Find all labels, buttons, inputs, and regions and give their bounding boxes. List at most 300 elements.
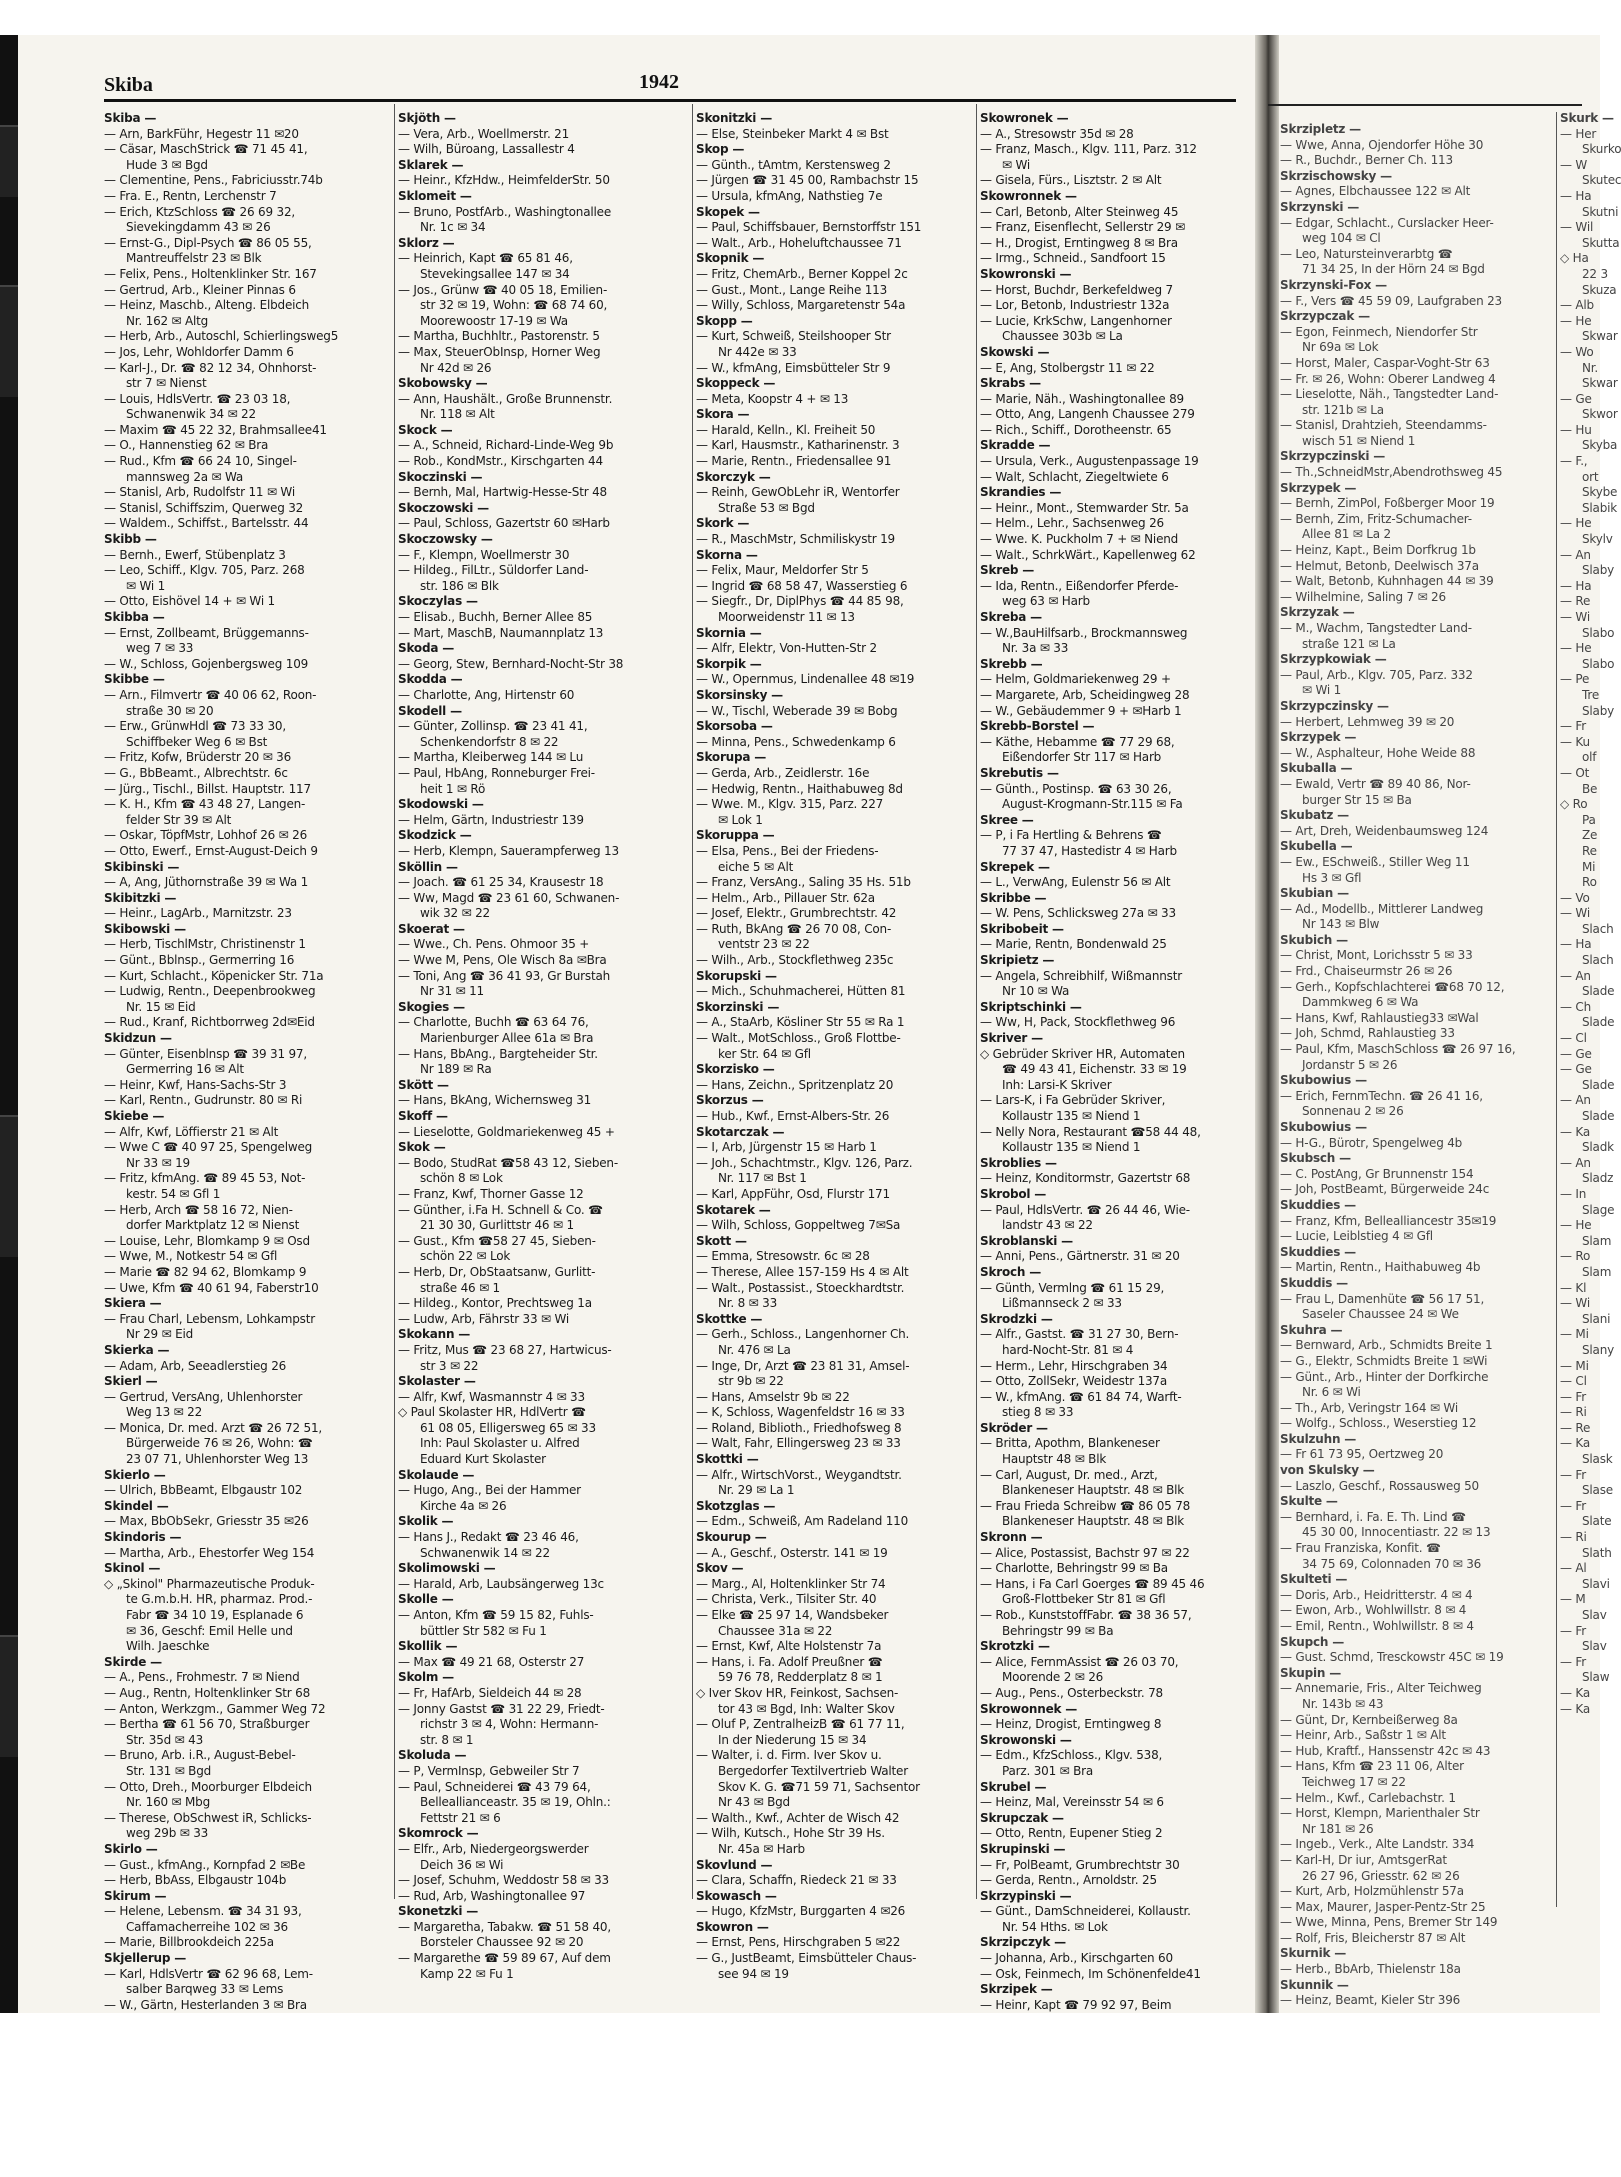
directory-entry-line: — Arn., Filmvertr ☎ 40 06 62, Roon- (104, 687, 317, 702)
directory-entry-line: — Marg., Al, Holtenklinker Str 74 (696, 1576, 886, 1591)
directory-entry-line: Nr. 1c ✉ 34 (420, 220, 486, 235)
directory-entry-line: — Britta, Apothm, Blankeneser (980, 1436, 1160, 1451)
directory-entry-line: Skrupinski — (980, 1841, 1066, 1856)
directory-entry-line: — A., StaArb, Kösliner Str 55 ✉ Ra 1 (696, 1015, 905, 1030)
directory-entry-line: Skrzypczinski — (1280, 449, 1386, 464)
directory-entry-line: — Christa, Verk., Tilsiter Str. 40 (696, 1592, 877, 1607)
directory-entry-line: — Heinz, Beamt, Kieler Str 396 (1280, 1993, 1461, 2008)
directory-entry-line: — Anton, Werkzgm., Gammer Weg 72 (104, 1701, 326, 1716)
directory-entry-line: Nr 31 ✉ 11 (420, 984, 484, 999)
directory-entry-line: — Ka (1560, 1124, 1591, 1139)
directory-entry-line: — Mi (1560, 1358, 1589, 1373)
directory-entry-line: Skornia — (696, 625, 762, 640)
directory-entry-line: Skjöth — (398, 111, 456, 125)
directory-entry-line: ◇ Gebrüder Skriver HR, Automaten (980, 1046, 1185, 1061)
directory-entry-line: — Ulrich, BbBeamt, Elbgaustr 102 (104, 1483, 303, 1498)
directory-entry-line: — Wilh, Schloss, Goppeltweg 7✉Sa (696, 1218, 901, 1233)
directory-entry-line: Sklarek — (398, 157, 464, 172)
directory-entry-line: — Charlotte, Ang, Hirtenstr 60 (398, 687, 575, 702)
directory-entry-line: — An (1560, 1093, 1591, 1108)
directory-entry-line: Skomrock — (398, 1826, 479, 1841)
directory-entry-line: — Marie, Billbrookdeich 225a (104, 1935, 274, 1950)
directory-entry-line: Skradde — (980, 438, 1051, 453)
directory-entry-line: — Joach. ☎ 61 25 34, Krausestr 18 (398, 875, 604, 890)
directory-entry-line: str 7 ✉ Nienst (126, 376, 207, 391)
directory-entry-line: — Herbert, Lehmweg 39 ✉ 20 (1280, 714, 1455, 729)
directory-entry-line: Skwor (1582, 407, 1618, 422)
directory-entry-line: — Alfr, Kwf, Löffierstr 21 ✉ Alt (104, 1124, 279, 1139)
directory-entry-line: — Karl, Rentn., Gudrunstr. 80 ✉ Ri (104, 1093, 303, 1108)
directory-entry-line: — Anton, Kfm ☎ 59 15 82, Fuhls- (398, 1608, 594, 1622)
directory-entry-line: Ro (1582, 875, 1597, 890)
directory-entry-line: Skodell — (398, 703, 462, 718)
directory-entry-line: te G.m.b.H. HR, pharmaz. Prod.- (126, 1592, 313, 1607)
directory-entry-line: — Gerda, Arb., Zeidlerstr. 16e (696, 765, 870, 780)
directory-entry-line: — Heinr., Mont., Stemwarder Str. 5a (980, 500, 1189, 515)
directory-entry-line: 34 75 69, Colonnaden 70 ✉ 36 (1302, 1556, 1482, 1571)
directory-entry-line: — Walt, Schlacht, Ziegeltwiete 6 (980, 469, 1169, 484)
directory-entry-line: Slani (1582, 1311, 1611, 1326)
directory-entry-line: Skork — (696, 516, 750, 531)
directory-entry-line: Slade (1582, 1015, 1615, 1030)
directory-entry-line: — Hans, Amselstr 9b ✉ 22 (696, 1389, 850, 1404)
directory-entry-line: Skrzypkowiak — (1280, 652, 1387, 667)
directory-entry-line: — Mich., Schuhmacherei, Hütten 81 (696, 984, 906, 999)
directory-entry-line: Skopek — (696, 204, 760, 219)
directory-entry-line: — R., MaschMstr, Schmiliskystr 19 (696, 532, 895, 547)
directory-entry-line: Skorsoba — (696, 719, 773, 734)
directory-entry-line: Skoczinski — (398, 469, 483, 484)
directory-entry-line: ◇ „Skinol" Pharmazeutische Produk- (104, 1576, 315, 1591)
directory-entry-line: — Max ☎ 49 21 68, Osterstr 27 (398, 1654, 585, 1669)
directory-entry-line: — Karl-J., Dr. ☎ 82 12 34, Ohnhorst- (104, 360, 317, 375)
directory-entry-line: Slavi (1582, 1576, 1610, 1591)
directory-entry-line: — W., Tischl, Weberade 39 ✉ Bobg (696, 703, 898, 718)
directory-entry-line: Skorupa — (696, 750, 767, 765)
directory-entry-line: Skutni (1582, 204, 1619, 219)
directory-entry-line: Sköllin — (398, 859, 458, 874)
directory-entry-line: straße 46 ✉ 1 (420, 1280, 500, 1295)
directory-entry-line: — Günt, Dr, Kernbeißerweg 8a (1280, 1712, 1458, 1727)
directory-entry-line: Nr 29 ✉ Eid (126, 1327, 194, 1342)
directory-entry-line: heit 1 ✉ Rö (420, 781, 486, 796)
directory-entry-line: Skurnik — (1280, 1946, 1347, 1961)
directory-entry-line: Mantreuffelstr 23 ✉ Blk (126, 251, 262, 266)
directory-entry-line: Skubsch — (1280, 1151, 1351, 1166)
directory-entry-line: — Herb, Arb., Autoschl, Schierlingsweg5 (104, 329, 339, 344)
directory-entry-line: — Heinr, Kwf, Hans-Sachs-Str 3 (104, 1077, 287, 1092)
directory-entry-line: Skibinski — (104, 859, 180, 874)
directory-entry-line: Skok — (398, 1140, 446, 1155)
directory-entry-line: — Irmg., Schneid., Sandfoort 15 (980, 251, 1166, 266)
directory-entry-line: — Al (1560, 1561, 1587, 1576)
directory-entry-line: Weg 13 ✉ 22 (126, 1405, 202, 1420)
directory-entry-line: — Margarete, Arb, Scheidingweg 28 (980, 687, 1190, 702)
directory-entry-line: — Max, SteuerObInsp, Horner Weg (398, 344, 601, 359)
directory-entry-line: — Jürg., Tischl., Billst. Hauptstr. 117 (104, 781, 311, 796)
directory-entry-line: Skroch — (980, 1264, 1042, 1279)
directory-entry-line: Belleallianceastr. 35 ✉ 19, Ohln.: (420, 1795, 611, 1810)
directory-entry-line: — Karl, AppFühr, Osd, Flurstr 171 (696, 1186, 890, 1201)
directory-entry-line: — Leo, Schiff., Klgv. 705, Parz. 268 (104, 563, 305, 578)
directory-entry-line: — Karl, Hausmstr., Katharinenstr. 3 (696, 438, 900, 453)
directory-entry-line: — Hildeg., FilLtr., Süldorfer Land- (398, 563, 589, 578)
directory-entry-line: Nr. 54 Hths. ✉ Lok (1002, 1919, 1108, 1934)
directory-entry-line: Skogies — (398, 999, 465, 1014)
directory-entry-line: Skierka — (104, 1342, 170, 1357)
directory-entry-line: — Elsa, Pens., Bei der Friedens- (696, 843, 879, 858)
directory-entry-line: Skiera — (104, 1296, 162, 1311)
directory-entry-line: Skree — (980, 812, 1034, 827)
directory-entry-line: Skrzypek — (1280, 730, 1357, 745)
directory-entry-line: Tre (1582, 687, 1600, 702)
directory-entry-line: — Toni, Ang ☎ 36 41 93, Gr Burstah (398, 968, 611, 983)
directory-entry-line: — Hans, Kfm ☎ 23 11 06, Alter (1280, 1759, 1464, 1774)
book-gutter (1255, 35, 1279, 2013)
directory-entry-line: Skott — (696, 1233, 747, 1248)
page-header (104, 38, 1230, 100)
directory-entry-line: — Helm, Goldmariekenweg 29 + (980, 672, 1171, 687)
directory-entry-line: Nr. 45a ✉ Harb (718, 1841, 805, 1856)
directory-entry-line: Fabr ☎ 34 10 19, Esplanade 6 (126, 1608, 304, 1622)
directory-entry-line: Skrzypinski — (980, 1888, 1072, 1903)
directory-entry-line: — Johanna, Arb., Kirschgarten 60 (980, 1951, 1173, 1966)
directory-entry-line: — Hans, Kwf, Rahlaustieg33 ✉Wal (1280, 1010, 1479, 1025)
directory-entry-line: — Alice, Postassist, Bachstr 97 ✉ 22 (980, 1545, 1190, 1560)
directory-entry-line: — Cäsar, MaschStrick ☎ 71 45 41, (104, 142, 308, 157)
directory-entry-line: 26 27 96, Griesstr. 62 ✉ 26 (1302, 1868, 1460, 1883)
directory-entry-line: — G., Elektr, Schmidts Breite 1 ✉Wi (1280, 1353, 1488, 1368)
directory-entry-line: — Kurt, Schlacht., Köpenicker Str. 71a (104, 968, 324, 983)
directory-entry-line: Sievekingdamm 43 ✉ 26 (126, 220, 271, 235)
directory-entry-line: — Ch (1560, 999, 1591, 1014)
directory-entry-line: Slabo (1582, 625, 1615, 640)
directory-entry-line: — Monica, Dr. med. Arzt ☎ 26 72 51, (104, 1420, 323, 1435)
directory-entry-line: — Bernh., Ewerf, Stübenplatz 3 (104, 547, 286, 562)
directory-entry-line: Skinol — (104, 1561, 161, 1576)
directory-entry-line: Skuddis — (1280, 1275, 1348, 1290)
directory-entry-line: — H-G., Bürotr, Spengelweg 4b (1280, 1135, 1463, 1150)
directory-entry-line: landstr 43 ✉ 22 (1002, 1218, 1093, 1233)
directory-entry-line: — K, Schloss, Wagenfeldstr 16 ✉ 33 (696, 1405, 905, 1420)
directory-entry-line: — Karl-H, Dr iur, AmtsgerRat (1280, 1852, 1447, 1867)
directory-entry-line: — Erw., GrünwHdl ☎ 73 33 30, (104, 719, 286, 734)
directory-entry-line: — G., JustBeamt, Eimsbütteler Chaus- (696, 1951, 917, 1966)
directory-entry-line: Skoda — (398, 641, 455, 656)
directory-entry-line: — Max, BbObSekr, Griesstr 35 ✉26 (104, 1514, 309, 1529)
directory-entry-line: — Heinz, Mal, Vereinsstr 54 ✉ 6 (980, 1795, 1164, 1810)
directory-entry-line: — Kl (1560, 1280, 1587, 1295)
directory-entry-line: Skiebe — (104, 1109, 165, 1123)
directory-entry-line: — Egon, Feinmech, Niendorfer Str (1280, 324, 1478, 339)
directory-entry-line: Skreb — (980, 563, 1035, 578)
directory-entry-line: 23 07 71, Uhlenhorster Weg 13 (126, 1452, 309, 1467)
directory-entry-line: — He (1560, 516, 1592, 531)
directory-entry-line: — Ka (1560, 1685, 1591, 1700)
directory-entry-line: Hude 3 ✉ Bgd (126, 157, 208, 172)
directory-entry-line: — Edm., KfzSchloss., Klgv. 538, (980, 1748, 1163, 1763)
directory-entry-line: — Herb, Arch ☎ 58 16 72, Nien- (104, 1202, 293, 1217)
scan-edge (0, 35, 18, 2013)
directory-entry-line: Skuza (1582, 282, 1617, 297)
directory-entry-line: — Fr (1560, 1467, 1586, 1482)
directory-entry-line: — Heinr., KfzHdw., HeimfelderStr. 50 (398, 173, 610, 188)
directory-column-6 (1560, 111, 1621, 1901)
directory-entry-line: — Willy, Schloss, Margaretenstr 54a (696, 298, 906, 313)
directory-entry-line: — Ka (1560, 1701, 1591, 1716)
directory-entry-line: — Rud., Kranf, Richtborrweg 2d✉Eid (104, 1015, 315, 1030)
directory-entry-line: — Hans, i. Fa. Adolf Preußner ☎ (696, 1654, 883, 1669)
directory-entry-line: — Franz, VersAng., Saling 35 Hs. 51b (696, 875, 911, 890)
directory-entry-line: — Fr (1560, 1498, 1586, 1513)
directory-entry-line: — Reinh, GewObLehr iR, Wentorfer (696, 485, 900, 500)
directory-entry-line: — Walt, Betonb, Kuhnhagen 44 ✉ 39 (1280, 574, 1494, 589)
directory-entry-line: — Pe (1560, 672, 1590, 687)
directory-entry-line: Slav (1582, 1608, 1607, 1622)
directory-column-2 (398, 111, 688, 1981)
directory-entry-line: str 32 ✉ 19, Wohn: ☎ 68 74 60, (420, 298, 608, 313)
directory-entry-line: Skorupski — (696, 968, 777, 983)
directory-entry-line: Skowronnek — (980, 188, 1077, 203)
directory-entry-line: Lißmannseck 2 ✉ 33 (1002, 1296, 1122, 1311)
directory-entry-line: — O., Hannenstieg 62 ✉ Bra (104, 438, 269, 453)
directory-entry-line: — Günt., Bblnsp., Germerring 16 (104, 953, 295, 968)
directory-entry-line: Dammkweg 6 ✉ Wa (1302, 995, 1419, 1010)
directory-entry-line: — Heinz, Drogist, Erntingweg 8 (980, 1717, 1162, 1732)
directory-entry-line: — Josef, Elektr., Grumbrechtstr. 42 (696, 906, 897, 921)
directory-entry-line: Eduard Kurt Skolaster (420, 1452, 546, 1467)
directory-entry-line: — Heinrich, Kapt ☎ 65 81 46, (398, 251, 573, 266)
directory-entry-line: — Maxim ☎ 45 22 32, Brahmsallee41 (104, 422, 327, 437)
directory-entry-line: — Horst, Klempn, Marienthaler Str (1280, 1806, 1480, 1821)
directory-entry-line: — Fr (1560, 1389, 1586, 1404)
directory-entry-line: Skrotzki — (980, 1639, 1050, 1654)
directory-entry-line: Bergedorfer Textilvertrieb Walter (718, 1763, 908, 1778)
directory-entry-line: — Ri (1560, 1405, 1587, 1420)
directory-entry-line: Slach (1582, 953, 1614, 968)
directory-entry-line: — Elke ☎ 25 97 14, Wandsbeker (696, 1608, 889, 1622)
directory-entry-line: ✉ Wi 1 (1302, 683, 1342, 698)
directory-entry-line: mannsweg 2a ✉ Wa (126, 469, 244, 484)
directory-entry-line: — Ludw, Arb, Fährstr 33 ✉ Wi (398, 1311, 570, 1326)
directory-entry-line: — Bernhard, i. Fa. E. Th. Lind ☎ (1280, 1509, 1466, 1524)
directory-entry-line: — Herb, Dr, ObStaatsanw, Gurlitt- (398, 1264, 596, 1279)
directory-entry-line: Stevekingsallee 147 ✉ 34 (420, 266, 570, 281)
directory-entry-line: — Fritz, ChemArb., Berner Koppel 2c (696, 266, 908, 281)
directory-entry-line: — Lucie, KrkSchw, Langenhorner (980, 313, 1172, 328)
directory-entry-line: Skrowonski — (980, 1732, 1072, 1747)
directory-entry-line: — Otto, Ewerf., Ernst-August-Deich 9 (104, 843, 318, 858)
directory-entry-line: — Wil (1560, 220, 1594, 235)
directory-entry-line: Nr. 143b ✉ 43 (1302, 1696, 1384, 1711)
directory-entry-line: — Günth, Vermlng ☎ 61 15 29, (980, 1280, 1165, 1295)
directory-entry-line: — Bodo, StudRat ☎58 43 12, Sieben- (398, 1155, 618, 1170)
directory-entry-line: Skolaude — (398, 1467, 475, 1482)
directory-entry-line: Chaussee 31a ✉ 22 (718, 1623, 833, 1638)
directory-entry-line: — Josef, Schuhm, Weddostr 58 ✉ 33 (398, 1873, 609, 1888)
directory-entry-line: — G., BbBeamt., Albrechtstr. 6c (104, 765, 288, 780)
directory-entry-line: — W., Opernmus, Lindenallee 48 ✉19 (696, 672, 915, 687)
directory-entry-line: Skribobeit — (980, 921, 1064, 936)
directory-entry-line: — A., Schneid, Richard-Linde-Weg 9b (398, 438, 614, 453)
directory-entry-line: Slaby (1582, 703, 1615, 718)
directory-entry-line: — W., Gebäudemmer 9 + ✉Harb 1 (980, 703, 1182, 718)
directory-entry-line: Skrowonnek — (980, 1701, 1078, 1716)
directory-entry-line: — W., Schloss, Gojenbergsweg 109 (104, 656, 309, 671)
directory-entry-line: Skrepek — (980, 859, 1050, 874)
directory-entry-line: — Helene, Lebensm. ☎ 34 31 93, (104, 1904, 302, 1919)
directory-entry-line: Skubowius — (1280, 1120, 1367, 1134)
directory-entry-line: Caffamacherreihe 102 ✉ 36 (126, 1919, 288, 1934)
directory-entry-line: Marienburger Allee 61a ✉ Bra (420, 1031, 594, 1046)
directory-entry-line: Nr. 117 ✉ Bst 1 (718, 1171, 807, 1186)
directory-entry-line: Skokann — (398, 1327, 471, 1342)
directory-entry-line: — Helm, Gärtn, Industriestr 139 (398, 812, 584, 827)
directory-entry-line: — Cl (1560, 1031, 1587, 1046)
directory-entry-line: — Aug., Rentn, Holtenklinker Str 68 (104, 1685, 311, 1700)
directory-entry-line: str 9b ✉ 22 (718, 1374, 784, 1389)
directory-entry-line: Slany (1582, 1342, 1615, 1357)
directory-entry-line: — Elfr., Arb, Niedergeorgswerder (398, 1841, 589, 1856)
directory-entry-line: Slase (1582, 1483, 1613, 1498)
directory-entry-line: — An (1560, 547, 1591, 562)
directory-entry-line: — Otto, Dreh., Moorburger Elbdeich (104, 1779, 312, 1794)
directory-entry-line: tor 43 ✉ Bgd, Inh: Walter Skov (718, 1701, 895, 1716)
directory-entry-line: — Ernst, Pens, Hirschgraben 5 ✉22 (696, 1935, 901, 1950)
directory-entry-line: — Mart, MaschB, Naumannplatz 13 (398, 625, 604, 640)
directory-entry-line: — Stanisl, Drahtzieh, Steendamms- (1280, 418, 1487, 433)
directory-entry-line: Skrebb-Borstel — (980, 719, 1095, 734)
directory-entry-line: — Ri (1560, 1530, 1587, 1545)
directory-entry-line: — Alice, FernmAssist ☎ 26 03 70, (980, 1654, 1179, 1669)
directory-entry-line: — Günter, Eisenblnsp ☎ 39 31 97, (104, 1046, 307, 1061)
directory-entry-line: — Erich, FernmTechn. ☎ 26 41 16, (1280, 1088, 1483, 1103)
directory-entry-line: — Jürgen ☎ 31 45 00, Rambachstr 15 (696, 173, 919, 188)
directory-entry-line: Skulzuhn — (1280, 1431, 1357, 1446)
directory-entry-line: — Paul, HdlsVertr. ☎ 26 44 46, Wie- (980, 1202, 1190, 1217)
directory-entry-line: Skrzypczinsky — (1280, 698, 1389, 713)
directory-entry-line: Slaw (1582, 1670, 1610, 1685)
directory-entry-line: Skripietz — (980, 953, 1055, 968)
directory-entry-line: — Alfr., Gastst. ☎ 31 27 30, Bern- (980, 1327, 1179, 1342)
directory-entry-line: Skorsinsky — (696, 687, 783, 702)
directory-entry-line: Skollik — (398, 1639, 458, 1654)
directory-entry-line: — Oluf P, ZentralheizB ☎ 61 77 11, (696, 1717, 905, 1732)
directory-entry-line: — Gust., Kfm ☎58 27 45, Sieben- (398, 1233, 596, 1248)
directory-entry-line: — Ingeb., Verk., Alte Landstr. 334 (1280, 1837, 1475, 1852)
directory-entry-line: Skrobol — (980, 1186, 1047, 1201)
directory-entry-line: Skött — (398, 1077, 449, 1092)
directory-entry-line: Skovlund — (696, 1857, 773, 1872)
directory-entry-line: — Fr (1560, 1623, 1586, 1638)
directory-entry-line: — Emil, Rentn., Wohlwillstr. 8 ✉ 4 (1280, 1619, 1474, 1633)
directory-entry-line: — Paul, Schiffsbauer, Bernstorffstr 151 (696, 220, 922, 235)
directory-entry-line: — Th.,SchneidMstr,Abendrothsweg 45 (1280, 465, 1503, 480)
directory-entry-line: — Franz, Masch., Klgv. 111, Parz. 312 (980, 142, 1197, 157)
directory-entry-line: — Franz, Eisenflecht, Sellerstr 29 ✉ (980, 220, 1185, 235)
directory-entry-line: — Hugo, KfzMstr, Burggarten 4 ✉26 (696, 1904, 906, 1919)
directory-entry-line: — Laszlo, Geschf., Rossausweg 50 (1280, 1478, 1479, 1493)
directory-entry-line: Skwar (1582, 376, 1618, 391)
directory-entry-line: — Marie, Rentn., Friedensallee 91 (696, 454, 892, 469)
directory-entry-line: — Gertrud, Arb., Kleiner Pinnas 6 (104, 282, 296, 297)
directory-entry-line: Skupin — (1280, 1665, 1341, 1680)
directory-entry-line: Skoluda — (398, 1748, 467, 1763)
directory-entry-line: Skopnik — (696, 251, 765, 266)
directory-entry-line: Skrodzki — (980, 1311, 1053, 1326)
directory-entry-line: — Fr (1560, 719, 1586, 734)
directory-entry-line: Skrzipek — (980, 1982, 1053, 1997)
directory-entry-line: — Alfr, Elektr, Von-Hutten-Str 2 (696, 641, 877, 656)
directory-entry-line: Skubich — (1280, 932, 1348, 947)
directory-entry-line: Inh: Paul Skolaster u. Alfred (420, 1436, 580, 1451)
directory-entry-line: str. 186 ✉ Blk (420, 578, 499, 593)
directory-entry-line: Slask (1582, 1452, 1613, 1467)
directory-entry-line: Skolimowski — (398, 1561, 496, 1576)
directory-entry-line: — He (1560, 1218, 1592, 1233)
directory-entry-line: — Rich., Schiff., Dorotheenstr. 65 (980, 422, 1172, 437)
directory-entry-line: Skorzus — (696, 1093, 764, 1108)
directory-entry-line: Skibitzki — (104, 890, 177, 905)
directory-entry-line: Skröder — (980, 1420, 1048, 1435)
directory-entry-line: — Hans, BbAng., Bargteheider Str. (398, 1046, 598, 1061)
directory-entry-line: Skotarek — (696, 1202, 771, 1217)
directory-entry-line: — Ww, Magd ☎ 23 61 60, Schwanen- (398, 890, 620, 905)
directory-entry-line: — Otto, Rentn, Eupener Stieg 2 (980, 1826, 1163, 1841)
directory-entry-line: 21 30 30, Gurlittstr 46 ✉ 1 (420, 1218, 574, 1233)
directory-entry-line: Skobowsky — (398, 376, 488, 391)
directory-entry-line: — Ernst-G., Dipl-Psych ☎ 86 05 55, (104, 235, 312, 250)
directory-entry-line: Re (1582, 843, 1597, 858)
directory-entry-line: — Heinr., LagArb., Marnitzstr. 23 (104, 906, 292, 921)
directory-entry-line: — Heinr, Kapt ☎ 79 92 97, Beim (980, 1997, 1172, 2012)
directory-entry-line: — Ingrid ☎ 68 58 47, Wasserstieg 6 (696, 578, 908, 593)
directory-entry-line: — Otto, Eishövel 14 + ✉ Wi 1 (104, 594, 275, 609)
directory-entry-line: Fettstr 21 ✉ 6 (420, 1810, 501, 1825)
directory-entry-line: Skirlo — (104, 1841, 158, 1856)
directory-entry-line: — Marie ☎ 82 94 62, Blomkamp 9 (104, 1264, 307, 1279)
directory-entry-line: — Carl, Betonb, Alter Steinweg 45 (980, 204, 1179, 219)
directory-entry-line: Skolle — (398, 1592, 454, 1607)
directory-entry-line: — Helm., Kwf., Carlebachstr. 1 (1280, 1790, 1456, 1805)
directory-entry-line: — Helm., Arb., Pillauer Str. 62a (696, 890, 875, 905)
directory-entry-line: — Walt., Arb., Hoheluftchaussee 71 (696, 235, 902, 250)
directory-entry-line: Nr. 476 ✉ La (718, 1342, 791, 1357)
directory-entry-line: Skotzglas — (696, 1498, 776, 1513)
directory-entry-line: — Christ, Mont, Lorichsstr 5 ✉ 33 (1280, 948, 1473, 963)
directory-entry-line: — Aug., Pens., Osterbeckstr. 78 (980, 1685, 1163, 1700)
directory-entry-line: — Walt., SchrkWärt., Kapellenweg 62 (980, 547, 1196, 562)
directory-entry-line: — Jos., Grünw ☎ 40 05 18, Emilien- (398, 282, 608, 297)
directory-entry-line: — Inge, Dr, Arzt ☎ 23 81 31, Amsel- (696, 1358, 910, 1373)
directory-entry-line: — Gust., Mont., Lange Reihe 113 (696, 282, 888, 297)
directory-entry-line: Skreba — (980, 610, 1042, 624)
directory-entry-line: Skribbe — (980, 890, 1047, 905)
directory-entry-line: Skybe (1582, 485, 1618, 500)
directory-entry-line: Skuhra — (1280, 1322, 1343, 1337)
directory-entry-line: — Therese, ObSchwest iR, Schlicks- (104, 1810, 312, 1825)
directory-entry-line: Nr. 29 ✉ La 1 (718, 1483, 795, 1498)
directory-entry-line: Skrzipletz — (1280, 122, 1361, 136)
directory-entry-line: Slabo (1582, 656, 1615, 671)
directory-entry-line: Skolaster — (398, 1374, 476, 1389)
directory-entry-line: weg 63 ✉ Harb (1002, 594, 1090, 609)
directory-column-3 (696, 111, 972, 1981)
directory-entry-line: — A, Ang, Jüthornstraße 39 ✉ Wa 1 (104, 875, 309, 890)
directory-entry-line: — Edm., Schweiß, Am Radeland 110 (696, 1514, 909, 1529)
directory-entry-line: — Siegfr., Dr, DiplPhys ☎ 44 85 98, (696, 594, 904, 609)
directory-entry-line: — Waldem., Schiffst., Bartelsstr. 44 (104, 516, 309, 531)
